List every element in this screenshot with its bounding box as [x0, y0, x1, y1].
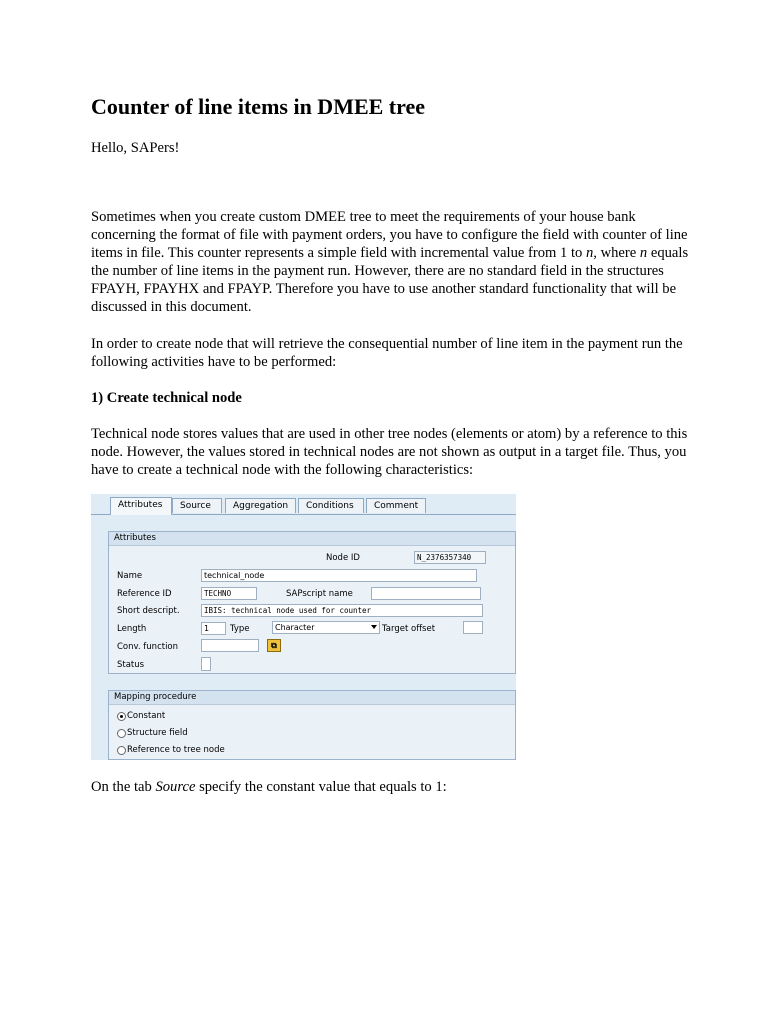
target-offset-label: Target offset	[382, 624, 436, 634]
greeting: Hello, SAPers!	[91, 140, 180, 156]
radio-constant-label: Constant	[127, 711, 166, 721]
search-help-icon: ⧉	[271, 641, 277, 650]
technical-node-paragraph: Technical node stores values that are used in other tree nodes (elements or atom) by a reference to this node. However, the values stored in technical nodes are not shown as output in a target file. Thus, you have to create a technical node with the following characteristics:	[91, 426, 688, 478]
target-offset-field[interactable]	[463, 621, 483, 634]
type-dropdown[interactable]	[272, 621, 380, 634]
type-dropdown-value: Character	[275, 623, 315, 632]
length-label: Length	[117, 624, 147, 634]
chevron-down-icon[interactable]	[371, 625, 377, 629]
intro-paragraph: Sometimes when you create custom DMEE tree to meet the requirements of your house bank concerning the format of file with payment orders, you have to configure the field with counter of line items in file. This counter represents a simple field with incremental value from 1 to n, where n equals the number of line items in the payment run. However, there are no standard field in the structures FPAYH, FPAYHX and FPAYP. Therefore you have to use another standard functionality that will be discussed in this document.	[91, 209, 689, 315]
tab-conditions[interactable]: Conditions	[298, 498, 364, 513]
section-heading: 1) Create technical node	[91, 390, 242, 406]
conv-function-field[interactable]	[201, 639, 259, 652]
reference-id-field[interactable]: TECHNO	[201, 587, 257, 600]
sapscript-name-field[interactable]	[371, 587, 481, 600]
conv-function-search-button[interactable]	[267, 639, 281, 652]
instructions-paragraph: In order to create node that will retrieve the consequential number of line item in the payment run the following activities have to be performed:	[91, 336, 683, 370]
radio-structure-field-label: Structure field	[127, 728, 188, 738]
node-id-label: Node ID	[326, 553, 360, 563]
radio-structure-field[interactable]	[117, 729, 126, 738]
radio-constant[interactable]	[117, 712, 126, 721]
length-field[interactable]: 1	[201, 622, 226, 635]
node-id-field: N_2376357340	[414, 551, 486, 564]
radio-reference-to-tree-node[interactable]	[117, 746, 126, 755]
conv-function-label: Conv. function	[117, 642, 179, 652]
reference-id-label: Reference ID	[117, 589, 172, 599]
short-description-label: Short descript.	[117, 606, 180, 616]
tab-comment[interactable]: Comment	[366, 498, 426, 513]
radio-reference-to-tree-node-label: Reference to tree node	[127, 745, 225, 755]
mapping-procedure-title: Mapping procedure	[109, 691, 515, 705]
tab-source[interactable]: Source	[172, 498, 222, 513]
attributes-group-title: Attributes	[109, 532, 515, 546]
name-field[interactable]: technical_node	[201, 569, 477, 582]
tab-attributes[interactable]: Attributes	[110, 497, 172, 515]
mapping-procedure-group	[108, 690, 516, 760]
sapscript-name-label: SAPscript name	[286, 589, 353, 599]
tab-aggregation[interactable]: Aggregation	[225, 498, 296, 513]
status-field[interactable]	[201, 657, 211, 671]
page-title: Counter of line items in DMEE tree	[91, 94, 426, 119]
source-tab-paragraph: On the tab Source specify the constant value that equals to 1:	[91, 779, 447, 795]
status-label: Status	[117, 660, 145, 670]
name-label: Name	[117, 571, 143, 581]
short-description-field[interactable]: IBIS: technical node used for counter	[201, 604, 483, 617]
sap-screenshot	[91, 494, 516, 760]
attributes-group	[108, 531, 516, 674]
tab-strip	[91, 494, 516, 515]
type-label: Type	[230, 624, 250, 634]
